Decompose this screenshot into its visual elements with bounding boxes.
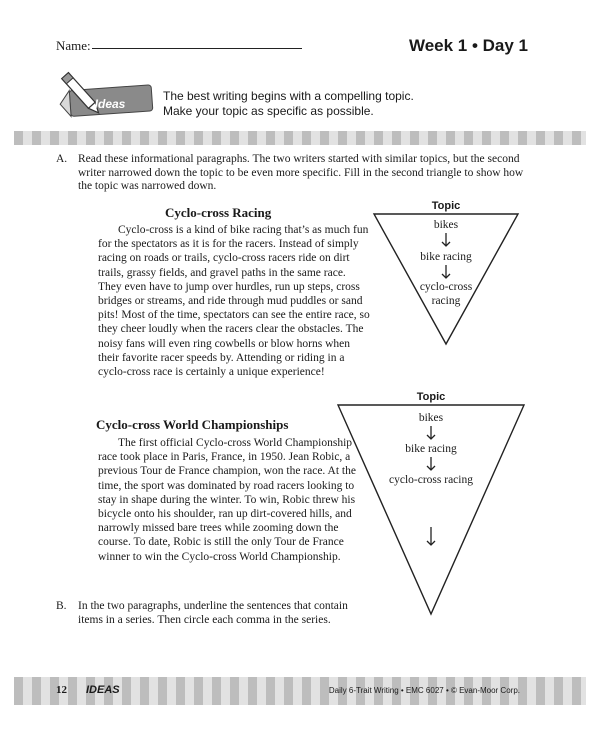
footer-section-label: IDEAS [86, 684, 120, 696]
instruction-b-text: In the two paragraphs, underline the sentences that contain items in a series. Then circle each comma in the series. [78, 600, 348, 626]
triangle-1-label: Topic [431, 200, 461, 212]
ideas-pencil-icon [56, 70, 156, 130]
passage-2-text: The first official Cyclo-cross World Championship race took place in Paris, France, in 1950. Jean Robic, a previous Tour de France champion, won the race. At the time, the sport was dominated by road racers looking to stay in shape during the winter. To win, Robic threw his bicycle onto his shoulder, ran up dirt-covered hills, and narrowly missed bare trees while zooming down the course. To date, Robic is still the only Tour de France winner to win the Cyclo-cross World Championship. [98, 437, 356, 563]
down-arrow-icon [427, 426, 435, 439]
down-arrow-icon [442, 233, 450, 246]
passage-2-title: Cyclo-cross World Championships [96, 417, 289, 432]
ideas-line-2: Make your topic as specific as possible. [163, 104, 374, 118]
triangle-2-item-3: cyclo-cross racing [389, 474, 473, 486]
down-arrow-icon [442, 265, 450, 278]
name-write-line[interactable] [92, 48, 302, 49]
triangle-1-item-1: bikes [433, 219, 459, 231]
passage-1-body [98, 223, 370, 379]
topic-triangle-2 [336, 389, 526, 617]
down-arrow-icon [427, 457, 435, 470]
instruction-b-letter: B. [56, 600, 67, 612]
down-arrow-icon [427, 527, 435, 545]
page-number: 12 [56, 684, 67, 696]
instruction-b [56, 600, 356, 627]
triangle-1-item-3b: racing [431, 295, 461, 307]
ideas-icon-label: Ideas [94, 97, 126, 111]
triangle-2-item-1: bikes [418, 412, 444, 424]
triangle-1-item-2: bike racing [420, 251, 472, 263]
ideas-banner-text [163, 89, 463, 119]
triangle-2-label: Topic [416, 391, 446, 403]
triangle-1-item-3a: cyclo-cross [419, 281, 473, 293]
week-day-heading: Week 1 • Day 1 [408, 36, 528, 55]
ideas-line-1: The best writing begins with a compelling topic. [163, 89, 414, 103]
instruction-a [56, 153, 526, 194]
instruction-a-letter: A. [56, 153, 68, 165]
footer-credit: Daily 6-Trait Writing • EMC 6027 • © Evan-Moor Corp. [328, 686, 520, 695]
name-label: Name: [56, 38, 91, 53]
passage-1-text: Cyclo-cross is a kind of bike racing that’s as much fun for the spectators as it is for the racers. Instead of simply racing on roads or trails, cyclo-cross racers ride on dirt trails, grassy fields, and gravel paths in the same race. They even have to jump over hurdles, run up steps, cross bridges or streams, and ride through mud puddles or sand pits! Most of the time, spectators can see the entire race, so they cheer loudly when the racers clear the obstacles. The noisy fans will even ring cowbells or blow horns when their favorite racer speeds by. Attending or riding in a cyclo-cross race is certainly a unique experience! [98, 224, 370, 379]
passage-2-body [98, 436, 356, 564]
instruction-a-text: Read these informational paragraphs. The two writers started with similar topics, but the second writer narrowed down the topic to be even more specific. Fill in the second triangle to show how the topic was narrowed down. [78, 153, 524, 192]
divider-stripe [14, 131, 586, 145]
passage-1-title: Cyclo-cross Racing [165, 205, 272, 220]
triangle-2-blank-answer[interactable] [396, 549, 466, 565]
topic-triangle-1 [372, 198, 520, 348]
triangle-2-item-2: bike racing [405, 443, 457, 455]
